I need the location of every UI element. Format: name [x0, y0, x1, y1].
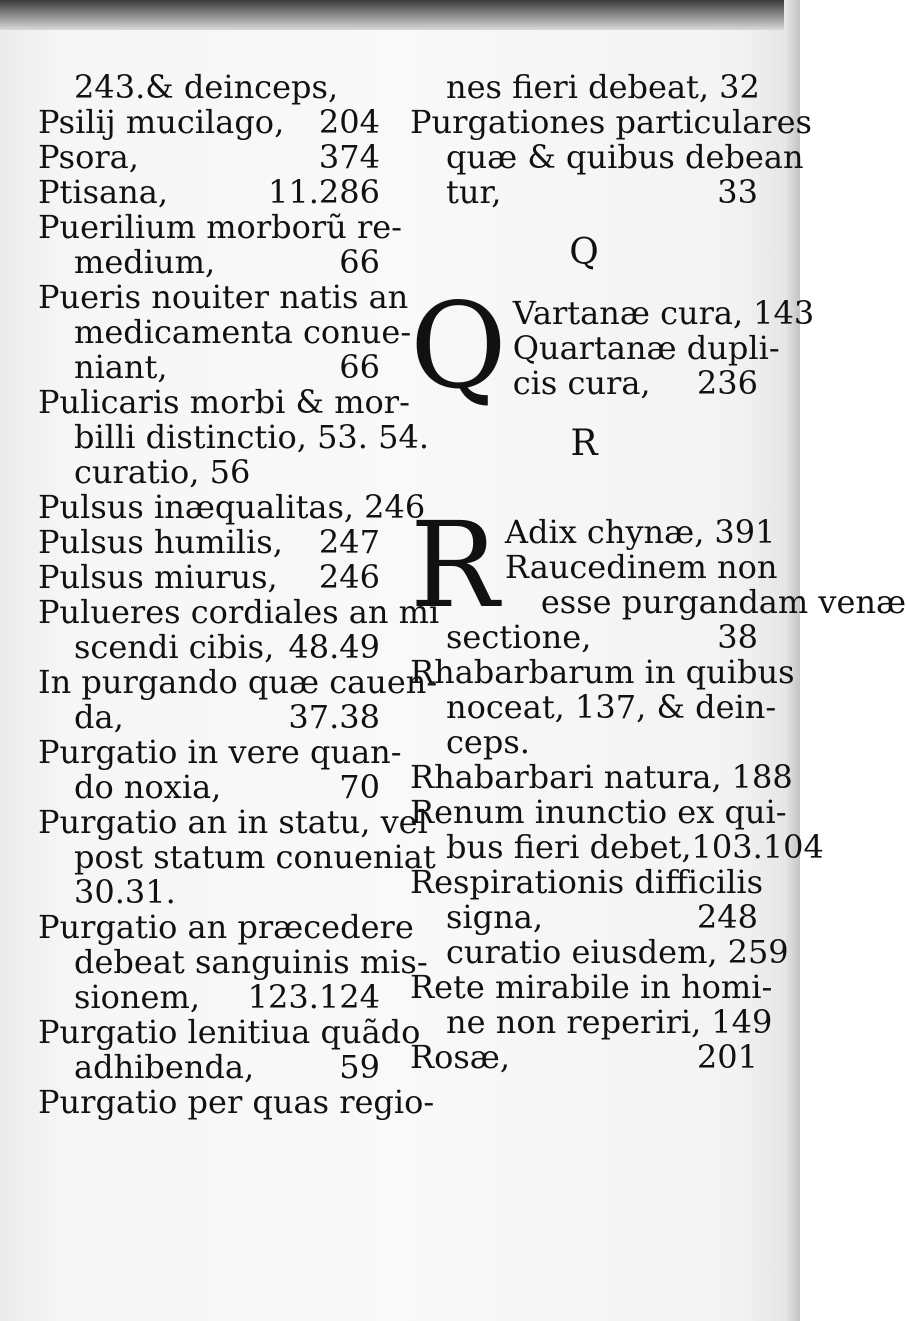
entry-page-number: 248 — [696, 898, 758, 936]
index-entry — [410, 968, 773, 1006]
index-entry — [410, 933, 789, 971]
entry-text: Purgatio an præcedere — [38, 908, 414, 946]
entry-page-number: 48.49 — [288, 628, 380, 666]
index-entry — [38, 875, 380, 910]
index-entry — [38, 733, 402, 771]
index-entry — [38, 803, 428, 841]
index-entry — [38, 488, 426, 526]
entry-text: Raucedinem non — [504, 548, 778, 586]
entry-page-number: 246 — [364, 488, 426, 526]
index-entry — [38, 593, 440, 631]
entry-page-number: 66 — [339, 243, 380, 281]
entry-page-number: 38 — [717, 618, 758, 656]
entry-text: Psora, — [38, 138, 139, 176]
entry-text: Ptisana, — [38, 173, 168, 211]
entry-page-number: 70 — [339, 768, 380, 806]
index-entry — [38, 140, 380, 175]
entry-text: Adix chynæ, — [504, 513, 705, 551]
drop-cap-r: R — [410, 496, 499, 634]
entry-page-number: 374 — [318, 138, 380, 176]
entry-text: curatio, 56 — [74, 453, 251, 491]
index-entry — [410, 863, 764, 901]
index-entry — [38, 908, 414, 946]
entry-text: esse purgandam venæ — [540, 583, 906, 621]
entry-text: Renum inunctio ex qui- — [410, 793, 787, 831]
entry-text: Pulicaris morbi & mor- — [38, 383, 410, 421]
entry-text: tur, — [446, 173, 502, 211]
entry-text: Psilij mucilago, — [38, 103, 285, 141]
entry-text: Vartanæ cura, — [512, 294, 744, 332]
index-entry — [38, 245, 380, 280]
index-entry — [38, 770, 380, 805]
drop-cap-q: Q — [410, 277, 507, 415]
section-q-block — [410, 277, 815, 415]
index-entry — [38, 313, 412, 351]
entry-text: Rhabarbari natura, — [410, 758, 722, 796]
entry-text: Respirationis difficilis — [410, 863, 764, 901]
entry-text: medium, — [74, 243, 216, 281]
entry-page-number: 123.124 — [247, 978, 380, 1016]
index-entry — [38, 418, 430, 456]
index-entry — [504, 548, 778, 586]
entry-text: Purgatio lenitiua quãdo — [38, 1013, 421, 1051]
index-entry — [38, 1050, 380, 1085]
index-entry — [410, 175, 758, 210]
entry-text: curatio eiusdem, — [446, 933, 718, 971]
entry-text: Purgatio per quas regio- — [38, 1083, 435, 1121]
index-entry — [410, 620, 758, 655]
index-entry — [38, 455, 380, 490]
index-entry — [410, 138, 804, 176]
entry-text: sionem, — [74, 978, 200, 1016]
entry-text: Purgationes particulares — [410, 103, 812, 141]
entry-text: bus fieri debet,103.104 — [446, 828, 824, 866]
entry-page-number: 201 — [696, 1038, 758, 1076]
entry-page-number: 247 — [318, 523, 380, 561]
index-entry — [410, 103, 812, 141]
entry-text: Puerilium morborũ re- — [38, 208, 402, 246]
entry-text: Pueris nouiter natis an — [38, 278, 409, 316]
entry-text: do noxia, — [74, 768, 222, 806]
index-entry — [410, 70, 758, 105]
entry-text: Pulueres cordiales an mi — [38, 593, 440, 631]
entry-page-number: 59 — [339, 1048, 380, 1086]
right-index-column — [410, 68, 906, 1076]
entry-text: Pulsus miurus, — [38, 558, 278, 596]
entry-text: Pulsus inæqualitas, — [38, 488, 355, 526]
index-entry — [38, 175, 380, 210]
entry-text: scendi cibis, — [74, 628, 275, 666]
entry-text: In purgando quæ cauen- — [38, 663, 438, 701]
entry-text: Quartanæ dupli- — [512, 329, 780, 367]
section-heading-r: R — [570, 423, 598, 464]
index-entry — [38, 943, 428, 981]
index-entry — [38, 663, 438, 701]
entry-page-number: 236 — [696, 364, 758, 402]
entry-text: billi distinctio, 53. 54. — [74, 418, 430, 456]
index-entry — [410, 1040, 758, 1075]
entry-text: niant, — [74, 348, 168, 386]
entry-text: Pulsus humilis, — [38, 523, 283, 561]
index-entry — [38, 278, 409, 316]
index-entry — [38, 208, 402, 246]
entry-page-number: 246 — [318, 558, 380, 596]
section-r-entries — [410, 583, 906, 1076]
entry-text: cis cura, — [512, 364, 651, 402]
entry-text: debeat sanguinis mis- — [74, 943, 428, 981]
index-entry — [38, 70, 380, 105]
entry-text: ne non reperiri, — [446, 1003, 702, 1041]
index-entry — [410, 688, 777, 726]
entry-page-number: 188 — [731, 758, 793, 796]
section-heading-q: Q — [569, 232, 599, 273]
entry-text: nes fieri debeat, — [446, 68, 710, 106]
entry-text: Rete mirabile in homi- — [410, 968, 773, 1006]
entry-page-number: 66 — [339, 348, 380, 386]
left-index-column — [38, 68, 440, 1121]
entry-page-number: 143 — [753, 294, 815, 332]
index-entry — [38, 560, 380, 595]
index-entry — [410, 653, 795, 691]
index-entry — [410, 900, 758, 935]
right-top-entries — [410, 68, 812, 211]
index-entry — [505, 583, 906, 621]
index-entry — [410, 828, 824, 866]
entry-page-number: 33 — [717, 173, 758, 211]
index-entry — [512, 294, 815, 332]
entry-text: Rhabarbarum in quibus — [410, 653, 795, 691]
entry-text: da, — [74, 698, 124, 736]
index-entry — [410, 1003, 773, 1041]
index-entry — [38, 1083, 435, 1121]
index-entry — [38, 700, 380, 735]
entry-page-number: 37.38 — [288, 698, 380, 736]
index-entry — [38, 1013, 421, 1051]
scan-top-edge — [0, 0, 800, 30]
index-entry — [512, 329, 780, 367]
entry-text: adhibenda, — [74, 1048, 255, 1086]
index-entry — [410, 725, 758, 760]
entry-text: Purgatio in vere quan- — [38, 733, 402, 771]
entry-page-number: 204 — [318, 103, 380, 141]
entry-text: 30.31. — [74, 873, 176, 911]
index-entry — [410, 793, 787, 831]
entry-page-number: 259 — [727, 933, 789, 971]
entry-text: noceat, 137, & dein- — [446, 688, 777, 726]
index-entry — [504, 513, 776, 551]
index-entry — [38, 980, 380, 1015]
entry-text: post statum conueniat — [74, 838, 436, 876]
entry-page-number: 149 — [711, 1003, 773, 1041]
entry-text: ceps. — [446, 723, 530, 761]
entry-text: quæ & quibus debean — [446, 138, 804, 176]
entry-text: medicamenta conue- — [74, 313, 412, 351]
entry-text: sectione, — [446, 618, 592, 656]
index-entry — [38, 105, 380, 140]
index-entry — [410, 758, 793, 796]
entry-page-number: 391 — [714, 513, 776, 551]
index-entry — [38, 525, 380, 560]
entry-text: 243.& deinceps, — [74, 68, 339, 106]
index-entry — [513, 366, 758, 401]
index-entry — [38, 350, 380, 385]
entry-text: signa, — [446, 898, 543, 936]
index-entry — [38, 838, 436, 876]
entry-text: Purgatio an in statu, vel — [38, 803, 428, 841]
entry-page-number: 32 — [719, 68, 760, 106]
index-entry — [38, 630, 380, 665]
entry-page-number: 11.286 — [268, 173, 380, 211]
index-entry — [38, 383, 410, 421]
entry-text: Rosæ, — [410, 1038, 511, 1076]
